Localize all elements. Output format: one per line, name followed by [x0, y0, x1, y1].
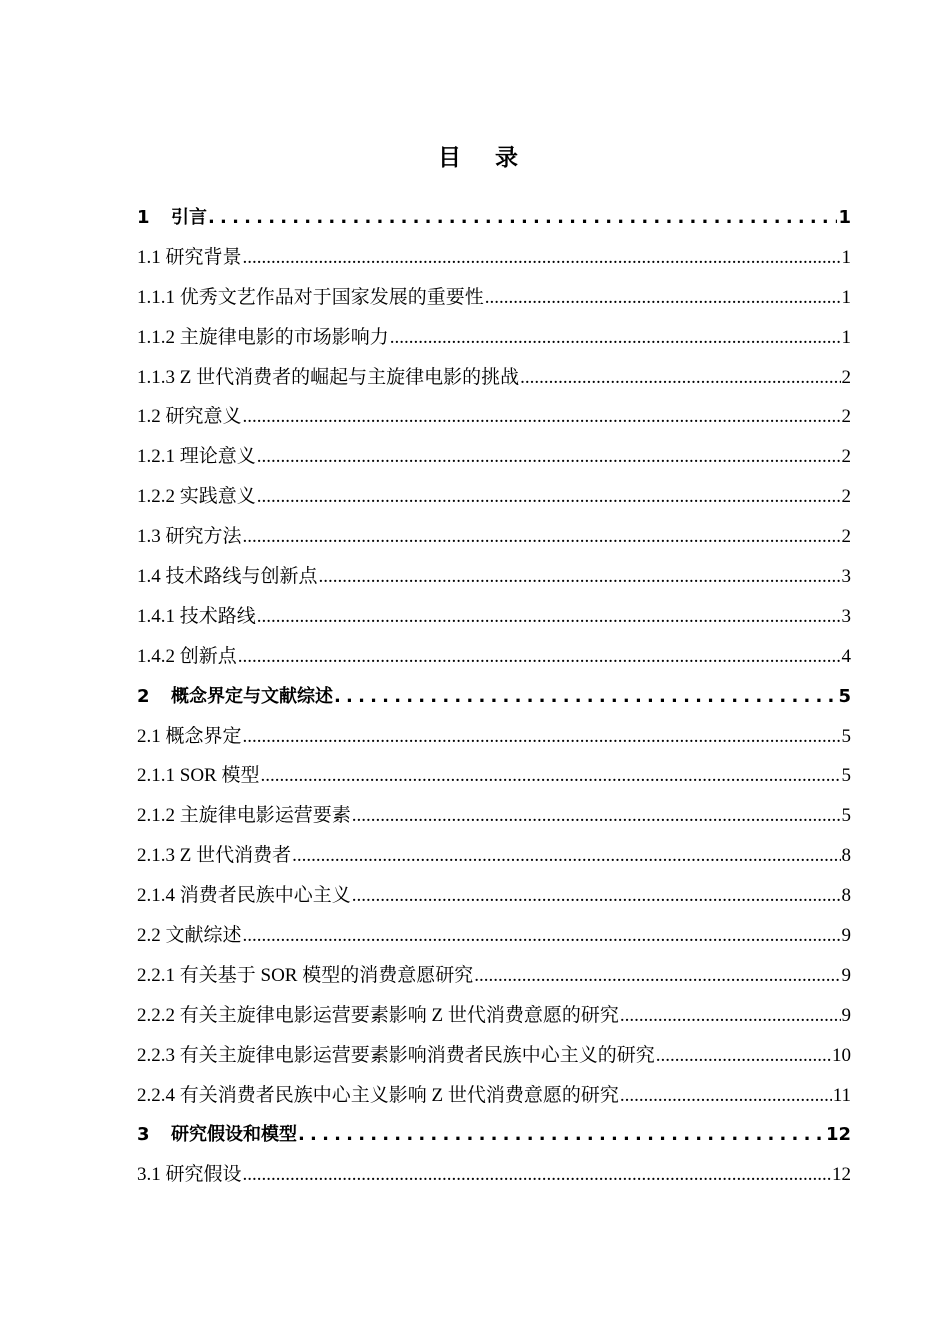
toc-entry-number: 3 — [137, 1124, 150, 1146]
toc-entry[interactable] — [137, 956, 851, 996]
toc-entry-title: Z 世代消费者 — [179, 845, 292, 867]
toc-entry-title: 研究假设 — [165, 1164, 242, 1186]
toc-entry-number: 2.2.4 — [137, 1084, 175, 1106]
toc-entry-title: 研究假设和模型 — [171, 1124, 297, 1146]
toc-entry-title: 有关基于 SOR 模型的消费意愿研究 — [179, 964, 474, 986]
toc-dot-leader — [620, 996, 841, 1036]
toc-entry-number: 1.4.1 — [137, 605, 175, 627]
toc-entry[interactable] — [137, 756, 851, 796]
toc-entry-number: 2.1.3 — [137, 845, 175, 867]
toc-entry-title: 文献综述 — [165, 925, 242, 947]
toc-entry-number: 1.1 — [137, 246, 161, 268]
toc-entry[interactable] — [137, 198, 851, 238]
toc-entry-title: 有关消费者民族中心主义影响 Z 世代消费意愿的研究 — [179, 1084, 619, 1106]
toc-entry-title: 引言 — [171, 207, 207, 228]
toc-entry[interactable] — [137, 876, 851, 916]
toc-entry-page-number: 3 — [841, 566, 851, 588]
toc-dot-leader — [298, 1115, 825, 1155]
toc-entry[interactable] — [137, 796, 851, 836]
toc-entry-title: 技术路线与创新点 — [165, 566, 318, 588]
toc-dot-leader — [238, 637, 841, 677]
toc-entry-page-number: 9 — [841, 1004, 851, 1026]
toc-dot-leader — [334, 677, 837, 717]
toc-entry-number: 2.2 — [137, 925, 161, 947]
toc-entry-title: 研究方法 — [165, 526, 242, 548]
toc-entry-number: 1.1.1 — [137, 286, 175, 308]
toc-dot-leader — [352, 796, 841, 836]
toc-dot-leader — [520, 358, 840, 398]
toc-entry-title: 理论意义 — [179, 446, 256, 468]
toc-entry-page-number: 1 — [841, 326, 851, 348]
toc-entry-page-number: 2 — [841, 486, 851, 508]
toc-dot-leader — [257, 437, 841, 477]
toc-entry-number: 1.2.2 — [137, 486, 175, 508]
toc-entry-page-number: 12 — [832, 1164, 851, 1186]
toc-entry[interactable] — [137, 916, 851, 956]
toc-entry-page-number: 11 — [832, 1084, 851, 1106]
toc-entry-number: 1.4.2 — [137, 645, 175, 667]
toc-entry-page-number: 3 — [841, 605, 851, 627]
toc-dot-leader — [208, 198, 837, 238]
toc-entry-number: 2.2.3 — [137, 1044, 175, 1066]
toc-entry[interactable] — [137, 397, 851, 437]
toc-entry-page-number: 2 — [841, 446, 851, 468]
toc-entry[interactable] — [137, 1155, 851, 1195]
toc-dot-leader — [352, 876, 841, 916]
toc-dot-leader — [620, 1076, 832, 1116]
toc-entry-page-number: 10 — [832, 1044, 851, 1066]
toc-entry[interactable] — [137, 477, 851, 517]
toc-entry-page-number: 1 — [841, 286, 851, 308]
toc-entry-number: 3.1 — [137, 1164, 161, 1186]
toc-entry[interactable] — [137, 517, 851, 557]
toc-entry[interactable] — [137, 677, 851, 717]
toc-dot-leader — [260, 756, 840, 796]
toc-entry-page-number: 1 — [838, 207, 851, 228]
toc-entry[interactable] — [137, 557, 851, 597]
toc-dot-leader — [474, 956, 840, 996]
toc-dot-leader — [243, 397, 841, 437]
toc-entry-number: 2.1 — [137, 725, 161, 747]
toc-entry-title: 消费者民族中心主义 — [179, 885, 351, 907]
toc-entry-title: 研究背景 — [165, 246, 242, 268]
toc-title: 目录 — [438, 145, 552, 171]
toc-entry[interactable] — [137, 1036, 851, 1076]
toc-entry-page-number: 8 — [841, 885, 851, 907]
toc-entry-number: 1.2 — [137, 406, 161, 428]
toc-entry-page-number: 1 — [841, 246, 851, 268]
toc-entry-title: SOR 模型 — [179, 765, 260, 787]
toc-dot-leader — [243, 717, 841, 757]
toc-dot-leader — [243, 238, 841, 278]
toc-entry-page-number: 5 — [841, 765, 851, 787]
toc-entry-number: 1.2.1 — [137, 446, 175, 468]
toc-dot-leader — [390, 318, 841, 358]
toc-entry[interactable] — [137, 278, 851, 318]
toc-entry-title: 主旋律电影的市场影响力 — [179, 326, 389, 348]
toc-entry[interactable] — [137, 358, 851, 398]
toc-entry-title: 概念界定 — [165, 725, 242, 747]
toc-dot-leader — [243, 517, 841, 557]
toc-entry-number: 2.2.1 — [137, 964, 175, 986]
toc-entry[interactable] — [137, 637, 851, 677]
toc-entry-page-number: 5 — [841, 725, 851, 747]
toc-entry[interactable] — [137, 437, 851, 477]
toc-entry-title: 有关主旋律电影运营要素影响消费者民族中心主义的研究 — [179, 1044, 655, 1066]
toc-entry-number: 1.4 — [137, 566, 161, 588]
toc-entry-number: 2.1.2 — [137, 805, 175, 827]
toc-entry-number: 1.3 — [137, 526, 161, 548]
toc-entry-title: 有关主旋律电影运营要素影响 Z 世代消费意愿的研究 — [179, 1004, 619, 1026]
toc-dot-leader — [257, 597, 841, 637]
toc-entry-title: 创新点 — [179, 645, 237, 667]
toc-entry[interactable] — [137, 238, 851, 278]
toc-entry-title: 研究意义 — [165, 406, 242, 428]
toc-entry-title: 实践意义 — [179, 486, 256, 508]
toc-entry[interactable] — [137, 717, 851, 757]
toc-dot-leader — [319, 557, 841, 597]
toc-entry-number: 2 — [137, 685, 150, 707]
toc-entry[interactable] — [137, 318, 851, 358]
table-of-contents — [137, 198, 851, 1195]
toc-entry[interactable] — [137, 996, 851, 1036]
toc-entry-number: 1.1.2 — [137, 326, 175, 348]
toc-entry-page-number: 4 — [841, 645, 851, 667]
toc-entry-page-number: 2 — [841, 526, 851, 548]
toc-dot-leader — [257, 477, 841, 517]
toc-dot-leader — [485, 278, 841, 318]
toc-dot-leader — [243, 1155, 831, 1195]
toc-entry-page-number: 5 — [841, 805, 851, 827]
toc-entry-number: 2.1.1 — [137, 765, 175, 787]
toc-entry-number: 1 — [137, 207, 150, 228]
toc-entry-page-number: 12 — [825, 1124, 851, 1146]
toc-dot-leader — [292, 836, 840, 876]
toc-entry-title: Z 世代消费者的崛起与主旋律电影的挑战 — [179, 366, 520, 388]
toc-entry[interactable] — [137, 1076, 851, 1116]
toc-entry-title: 优秀文艺作品对于国家发展的重要性 — [179, 286, 484, 308]
toc-entry-number: 2.2.2 — [137, 1004, 175, 1026]
toc-entry-number: 1.1.3 — [137, 366, 175, 388]
toc-entry-page-number: 2 — [841, 406, 851, 428]
toc-entry-page-number: 9 — [841, 964, 851, 986]
toc-entry-title: 主旋律电影运营要素 — [179, 805, 351, 827]
toc-entry-page-number: 5 — [838, 685, 851, 707]
toc-entry[interactable] — [137, 836, 851, 876]
toc-entry-number: 2.1.4 — [137, 885, 175, 907]
toc-entry-page-number: 2 — [841, 366, 851, 388]
toc-entry[interactable] — [137, 1115, 851, 1155]
toc-dot-leader — [243, 916, 841, 956]
toc-entry-title: 概念界定与文献综述 — [171, 685, 333, 707]
toc-entry-page-number: 8 — [841, 845, 851, 867]
toc-entry-page-number: 9 — [841, 925, 851, 947]
toc-entry-title: 技术路线 — [179, 605, 256, 627]
toc-entry[interactable] — [137, 597, 851, 637]
toc-dot-leader — [656, 1036, 831, 1076]
